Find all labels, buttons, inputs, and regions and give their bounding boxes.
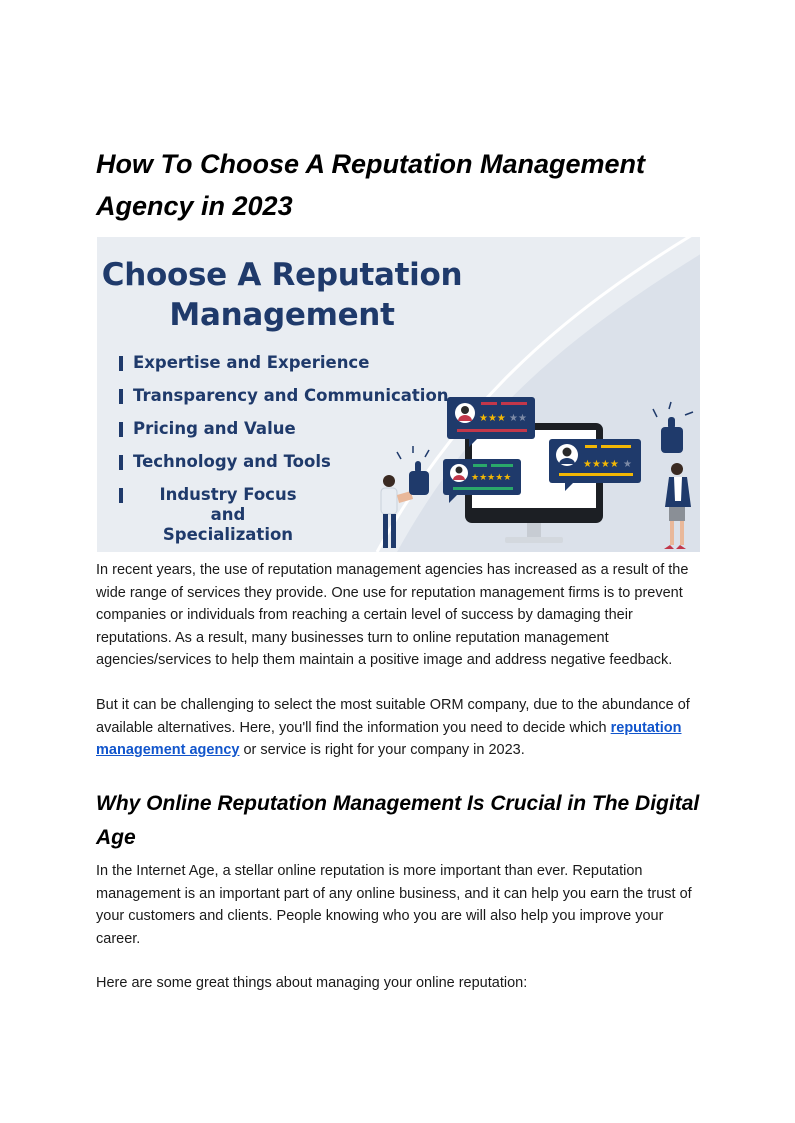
svg-text:★★★★: ★★★★ xyxy=(583,459,619,470)
section-paragraph-1: In the Internet Age, a stellar online reputation is more important than ever. Reputation management is an important part of any online business, and it can help you earn the trust of your customers and clients. People knowing who you are will also help you improve your career. xyxy=(96,863,692,947)
bullet-bar-icon xyxy=(119,455,123,470)
bullet-bar-icon xyxy=(119,389,123,404)
bullet-bar-icon xyxy=(119,488,123,503)
section-paragraph-2: Here are some great things about managing your online reputation: xyxy=(96,975,528,991)
svg-text:★★: ★★ xyxy=(509,413,527,424)
page-title: How To Choose A Reputation Management Agency in 2023 xyxy=(96,149,646,221)
svg-text:★★★★★: ★★★★★ xyxy=(471,473,512,483)
svg-text:★★★: ★★★ xyxy=(479,413,506,424)
section-heading: Why Online Reputation Management Is Crucial in The Digital Age xyxy=(96,792,700,849)
bullet-bar-icon xyxy=(119,356,123,371)
bullet-bar-icon xyxy=(119,422,123,437)
intro-paragraph-2: But it can be challenging to select the most suitable ORM company, due to the abundance of available alternatives. Here, you'll find the information you need to decide which reputation management agency or service is right for your company in 2023. xyxy=(96,697,690,758)
intro-paragraph-1: In recent years, the use of reputation management agencies has increased as a result of the wide range of services they provide. One use for reputation management firms is to prevent companies or individuals from reaching a certain level of success by damaging their reputations. As a result, many businesses turn to online reputation management agencies/services to help them maintain a positive image and address negative feedback. xyxy=(96,562,689,668)
reputation-agency-link[interactable]: reputation management agency xyxy=(96,719,682,758)
svg-text:★: ★ xyxy=(623,459,632,470)
hero-banner: ★★★ ★★ ★★★★★ ★★★★ ★ Choose A Reputation Management Expertise and Experience Transparency and Communication Pricing and Value Technology and Tools Industry Focus and Specialization xyxy=(97,237,700,552)
hero-heading: Choose A Reputation Management xyxy=(101,257,463,333)
